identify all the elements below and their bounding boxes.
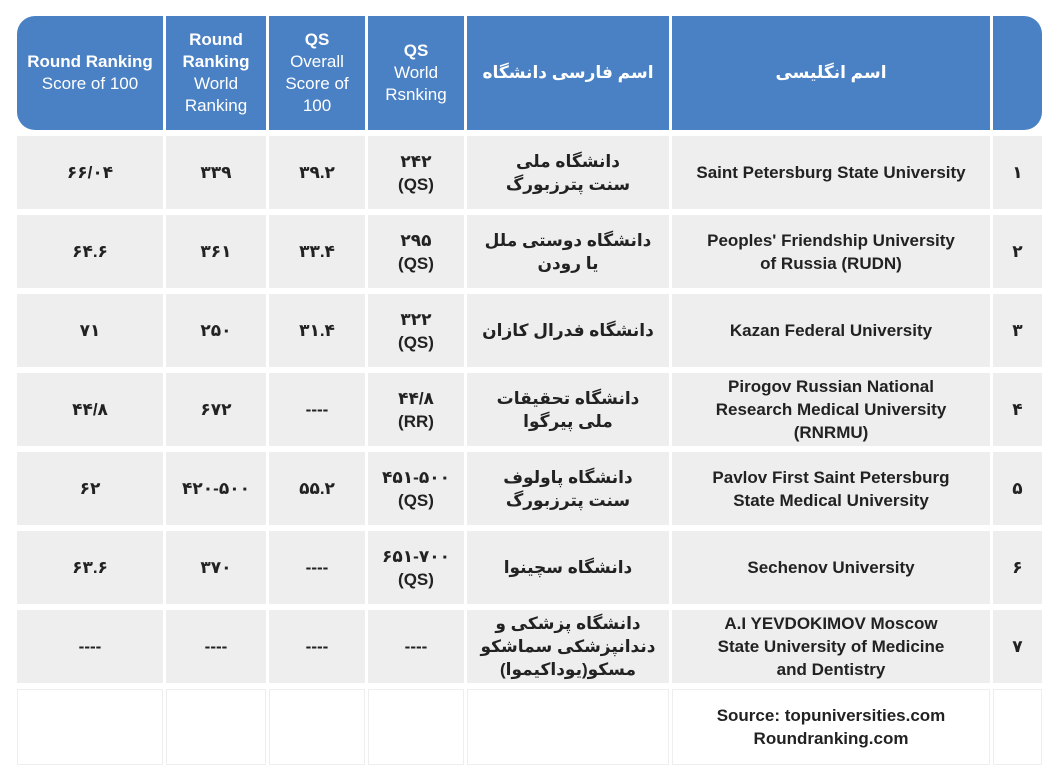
row-index-cell xyxy=(993,294,1042,367)
qs-overall-cell xyxy=(269,373,365,446)
table-row xyxy=(17,452,1042,525)
row-index-cell-idx: ۲ xyxy=(1012,242,1023,261)
qs-overall-cell xyxy=(269,294,365,367)
english-name-cell xyxy=(672,610,990,683)
table-row xyxy=(17,610,1042,683)
qs-world-cell xyxy=(368,452,464,525)
english-name-cell-en1: A.I YEVDOKIMOV Moscow xyxy=(724,614,938,633)
english-name-cell xyxy=(672,294,990,367)
qs-overall-cell-qs-overall: ۳۱.۴ xyxy=(299,321,335,340)
qs-world-cell-qs-world: ۲۴۲ xyxy=(400,151,432,171)
source-empty-cell xyxy=(269,689,365,765)
farsi-name-cell-fa2: یا رودن xyxy=(537,253,599,273)
source-empty-cell xyxy=(993,689,1042,765)
qs-world-cell xyxy=(368,610,464,683)
row-index-cell-idx: ۴ xyxy=(1012,400,1023,419)
header-qs-world-sub2: Rsnking xyxy=(385,85,447,104)
farsi-name-cell xyxy=(467,531,669,604)
qs-overall-cell-qs-overall: ---- xyxy=(305,637,329,656)
rr-world-cell xyxy=(166,294,266,367)
english-name-cell-en2: State University of Medicine xyxy=(717,637,945,656)
english-name-cell xyxy=(672,452,990,525)
source-empty-cell xyxy=(467,689,669,765)
qs-world-cell-qs-source: (QS) xyxy=(398,569,434,589)
rr-score-cell-rr-score: ۶۶/۰۴ xyxy=(66,163,114,182)
qs-overall-cell xyxy=(269,531,365,604)
farsi-name-cell-fa2: سنت پترزبورگ xyxy=(505,490,631,510)
farsi-name-cell-fa2: سنت پترزبورگ xyxy=(505,174,631,194)
header-qs-world-sub1: World xyxy=(393,63,439,82)
qs-overall-cell xyxy=(269,452,365,525)
rr-world-cell-rr-world: ۳۳۹ xyxy=(200,163,232,182)
rr-world-cell-rr-world: ۳۷۰ xyxy=(200,558,232,577)
english-name-cell-en3: (RNRMU) xyxy=(793,423,869,442)
english-name-cell xyxy=(672,531,990,604)
farsi-name-cell-fa1: دانشگاه سچینوا xyxy=(503,558,633,577)
row-index-cell-idx: ۶ xyxy=(1012,558,1023,577)
rr-score-cell-rr-score: ---- xyxy=(78,637,102,656)
qs-overall-cell xyxy=(269,610,365,683)
english-name-cell-en1: Pavlov First Saint Petersburg xyxy=(712,467,950,487)
universities-table xyxy=(14,10,1045,771)
farsi-name-cell xyxy=(467,452,669,525)
source-line1: Source: topuniversities.com xyxy=(716,706,946,725)
table-row xyxy=(17,294,1042,367)
header-qs-overall-sub3: 100 xyxy=(302,96,332,115)
rr-score-cell xyxy=(17,452,163,525)
rr-world-cell xyxy=(166,215,266,288)
qs-overall-cell xyxy=(269,136,365,209)
rr-world-cell xyxy=(166,531,266,604)
rr-score-cell xyxy=(17,531,163,604)
rr-score-cell xyxy=(17,215,163,288)
table-body xyxy=(17,136,1042,765)
farsi-name-cell-fa1: دانشگاه ملی xyxy=(516,151,620,171)
qs-world-cell-qs-source: (QS) xyxy=(398,490,434,510)
qs-world-cell xyxy=(368,373,464,446)
source-line2: Roundranking.com xyxy=(753,729,909,748)
qs-world-cell-qs-source: (RR) xyxy=(398,411,434,431)
qs-overall-cell xyxy=(269,215,365,288)
row-index-cell-idx: ۵ xyxy=(1012,479,1023,498)
farsi-name-cell xyxy=(467,373,669,446)
english-name-cell-en1: Sechenov University xyxy=(747,558,915,577)
rr-score-cell-rr-score: ۴۴/۸ xyxy=(72,400,108,419)
header-rr-score xyxy=(17,16,163,130)
english-name-cell-en1: Peoples' Friendship University xyxy=(707,230,955,250)
row-index-cell xyxy=(993,136,1042,209)
rr-world-cell-rr-world: ۴۲۰-۵۰۰ xyxy=(182,479,250,498)
source-cell xyxy=(672,689,990,765)
row-index-cell-idx: ۱ xyxy=(1012,163,1023,182)
farsi-name-cell-fa2: دندانپزشکی سماشکو xyxy=(480,637,656,656)
header-qs-world xyxy=(368,16,464,130)
qs-overall-cell-qs-overall: ---- xyxy=(305,558,329,577)
header-qs-overall xyxy=(269,16,365,130)
rr-world-cell-rr-world: ---- xyxy=(204,637,228,656)
farsi-name-cell-fa2: ملی پیرگوا xyxy=(523,411,613,431)
english-name-cell xyxy=(672,373,990,446)
table-row xyxy=(17,136,1042,209)
qs-world-cell xyxy=(368,215,464,288)
table-row xyxy=(17,373,1042,446)
farsi-name-cell-fa1: دانشگاه تحقیقات xyxy=(496,388,640,408)
table-row xyxy=(17,215,1042,288)
rr-world-cell-rr-world: ۶۷۲ xyxy=(200,400,232,419)
row-index-cell xyxy=(993,531,1042,604)
farsi-name-cell xyxy=(467,215,669,288)
rr-world-cell xyxy=(166,610,266,683)
farsi-name-cell-fa3: مسکو(یوداکیموا) xyxy=(500,660,636,679)
rr-score-cell xyxy=(17,294,163,367)
qs-world-cell xyxy=(368,294,464,367)
header-rr-world xyxy=(166,16,266,130)
header-rr-score-title: Round Ranking xyxy=(27,52,153,71)
qs-world-cell-qs-world: ۴۵۱-۵۰۰ xyxy=(382,467,450,487)
row-index-cell-idx: ۳ xyxy=(1012,321,1023,340)
english-name-cell-en2: of Russia (RUDN) xyxy=(760,253,902,273)
header-index xyxy=(993,16,1042,130)
qs-world-cell-qs-world: ۲۹۵ xyxy=(400,230,432,250)
table-header xyxy=(17,16,1042,130)
header-rr-score-sub: Score of 100 xyxy=(41,74,139,93)
english-name-cell-en3: and Dentistry xyxy=(776,660,886,679)
header-english-name: اسم انگلیسی xyxy=(672,16,990,130)
header-rr-world-sub1: World xyxy=(193,74,239,93)
rr-score-cell-rr-score: ۷۱ xyxy=(79,321,101,340)
qs-overall-cell-qs-overall: ۳۹.۲ xyxy=(299,163,335,182)
farsi-name-cell-fa1: دانشگاه پاولوف xyxy=(503,467,633,487)
qs-world-cell xyxy=(368,531,464,604)
rr-score-cell-rr-score: ۶۲ xyxy=(79,479,101,498)
header-farsi-name: اسم فارسی دانشگاه xyxy=(467,16,669,130)
source-empty-cell xyxy=(166,689,266,765)
farsi-name-cell-fa1: دانشگاه پزشکی و xyxy=(495,614,641,633)
farsi-name-cell xyxy=(467,294,669,367)
source-empty-cell xyxy=(368,689,464,765)
farsi-name-cell xyxy=(467,610,669,683)
row-index-cell xyxy=(993,215,1042,288)
row-index-cell xyxy=(993,610,1042,683)
qs-world-cell-qs-world: ---- xyxy=(404,637,428,656)
source-row xyxy=(17,689,1042,765)
qs-world-cell-qs-source: (QS) xyxy=(398,174,434,194)
farsi-name-cell-fa1: دانشگاه فدرال کازان xyxy=(482,321,654,340)
rr-world-cell-rr-world: ۳۶۱ xyxy=(200,242,232,261)
row-index-cell xyxy=(993,373,1042,446)
qs-overall-cell-qs-overall: ۵۵.۲ xyxy=(299,479,335,498)
english-name-cell-en2: Research Medical University xyxy=(715,400,947,419)
rr-world-cell xyxy=(166,373,266,446)
rr-world-cell xyxy=(166,136,266,209)
header-rr-world-sub2: Ranking xyxy=(184,96,248,115)
rr-score-cell xyxy=(17,373,163,446)
english-name-cell-en1: Pirogov Russian National xyxy=(728,377,934,396)
qs-world-cell-qs-source: (QS) xyxy=(398,253,434,273)
rr-world-cell-rr-world: ۲۵۰ xyxy=(200,321,232,340)
header-qs-world-title: QS xyxy=(403,41,429,60)
rr-score-cell-rr-score: ۶۴.۶ xyxy=(72,242,108,261)
farsi-name-cell-fa1: دانشگاه دوستی ملل xyxy=(484,230,652,250)
source-empty-cell xyxy=(17,689,163,765)
farsi-name-cell xyxy=(467,136,669,209)
english-name-cell-en1: Saint Petersburg State University xyxy=(696,163,966,182)
qs-world-cell-qs-source: (QS) xyxy=(398,332,434,352)
qs-world-cell-qs-world: ۴۴/۸ xyxy=(398,388,434,408)
english-name-cell xyxy=(672,215,990,288)
qs-overall-cell-qs-overall: ۳۳.۴ xyxy=(299,242,335,261)
qs-world-cell xyxy=(368,136,464,209)
rr-world-cell xyxy=(166,452,266,525)
header-qs-overall-sub2: Score of xyxy=(285,74,349,93)
header-rr-world-title: Round Ranking xyxy=(182,30,250,71)
header-qs-overall-sub1: Overall xyxy=(290,52,344,71)
table-row xyxy=(17,531,1042,604)
header-qs-overall-title: QS xyxy=(304,30,330,49)
qs-world-cell-qs-world: ۳۲۲ xyxy=(400,309,432,329)
english-name-cell-en1: Kazan Federal University xyxy=(729,321,933,340)
rr-score-cell-rr-score: ۶۳.۶ xyxy=(72,558,108,577)
row-index-cell-idx: ۷ xyxy=(1012,637,1023,656)
english-name-cell xyxy=(672,136,990,209)
qs-world-cell-qs-world: ۶۵۱-۷۰۰ xyxy=(382,546,450,566)
row-index-cell xyxy=(993,452,1042,525)
rr-score-cell xyxy=(17,136,163,209)
english-name-cell-en2: State Medical University xyxy=(733,490,929,510)
qs-overall-cell-qs-overall: ---- xyxy=(305,400,329,419)
rr-score-cell xyxy=(17,610,163,683)
